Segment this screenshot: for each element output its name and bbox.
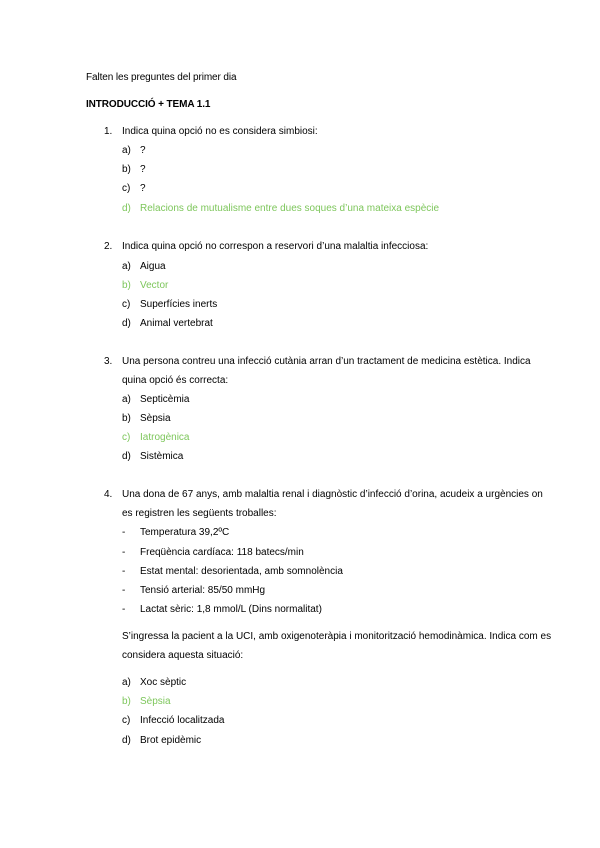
option-letter: b): [122, 164, 131, 175]
option-text-correct: Iatrogènica: [140, 432, 190, 443]
finding-text: Temperatura 39,2ºC: [140, 527, 230, 538]
option-letter-correct: b): [122, 696, 131, 707]
option-letter: a): [122, 145, 131, 156]
followup-line-2: considera aquesta situació:: [122, 650, 244, 661]
option-text: Animal vertebrat: [140, 318, 213, 329]
option-letter-correct: b): [122, 280, 131, 291]
question-text: Indica quina opció no correspon a reservori d’una malaltia infecciosa:: [122, 241, 429, 252]
option-letter: c): [122, 183, 131, 194]
finding-dash: -: [122, 604, 126, 615]
question-text: Indica quina opció no es considera simbiosi:: [122, 126, 318, 137]
option-text: Brot epidèmic: [140, 735, 202, 746]
section-title: INTRODUCCIÓ + TEMA 1.1: [86, 99, 211, 110]
option-letter-correct: d): [122, 203, 131, 214]
option-text-correct: Vector: [140, 280, 169, 291]
option-text: Septicèmia: [140, 394, 190, 405]
followup-line-1: S’ingressa la pacient a la UCI, amb oxigenoteràpia i monitorització hemodinàmica. Indica com es: [122, 631, 552, 642]
option-text: Superfícies inerts: [140, 299, 218, 310]
question-number: 4.: [104, 489, 113, 500]
option-letter: a): [122, 677, 131, 688]
question-number: 1.: [104, 126, 113, 137]
option-letter: d): [122, 735, 131, 746]
option-letter: a): [122, 394, 131, 405]
option-text: ?: [140, 164, 146, 175]
option-letter: d): [122, 451, 131, 462]
finding-text: Tensió arterial: 85/50 mmHg: [140, 585, 266, 596]
option-text-correct: Sèpsia: [140, 696, 171, 707]
option-letter-correct: c): [122, 432, 131, 443]
finding-text: Freqüència cardíaca: 118 batecs/min: [140, 547, 304, 558]
option-text: ?: [140, 145, 146, 156]
option-letter: c): [122, 299, 131, 310]
question-number: 2.: [104, 241, 113, 252]
option-text: Xoc sèptic: [140, 677, 187, 688]
intro-note: Falten les preguntes del primer dia: [86, 72, 237, 83]
option-text: Sèpsia: [140, 413, 171, 424]
question-text-line-2: es registren les següents troballes:: [122, 508, 277, 519]
option-letter: c): [122, 715, 131, 726]
finding-text: Estat mental: desorientada, amb somnolència: [140, 566, 343, 577]
question-text-line-1: Una persona contreu una infecció cutània arran d’un tractament de medicina estètica. Indica: [122, 356, 531, 367]
option-text: Infecció localitzada: [140, 715, 225, 726]
option-text-correct: Relacions de mutualisme entre dues soques d’una mateixa espècie: [140, 203, 440, 214]
finding-dash: -: [122, 566, 126, 577]
option-text: Sistèmica: [140, 451, 184, 462]
finding-dash: -: [122, 547, 126, 558]
finding-dash: -: [122, 585, 126, 596]
option-letter: b): [122, 413, 131, 424]
option-letter: d): [122, 318, 131, 329]
question-text-line-2: quina opció és correcta:: [122, 375, 229, 386]
option-text: Aigua: [140, 261, 166, 272]
option-letter: a): [122, 261, 131, 272]
question-text-line-1: Una dona de 67 anys, amb malaltia renal i diagnòstic d’infecció d’orina, acudeix a urgències on: [122, 489, 543, 500]
option-text: ?: [140, 183, 146, 194]
question-number: 3.: [104, 356, 113, 367]
finding-dash: -: [122, 527, 126, 538]
finding-text: Lactat sèric: 1,8 mmol/L (Dins normalitat): [140, 604, 322, 615]
